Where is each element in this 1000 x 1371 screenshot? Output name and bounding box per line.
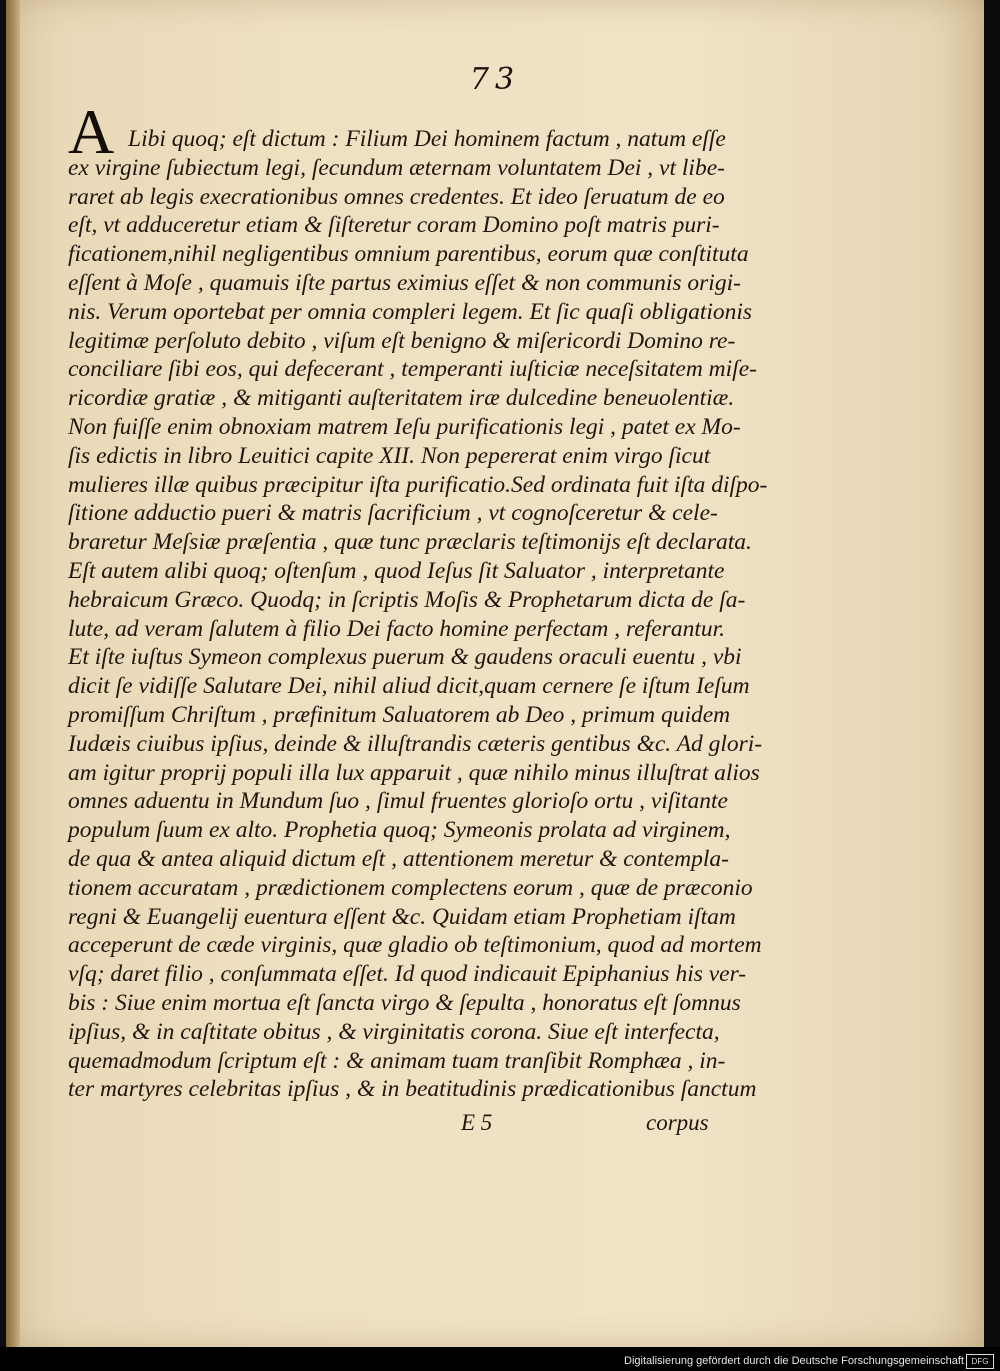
text-line: acceperunt de cæde virginis, quæ gladio ob teſtimonium, quod ad mortem — [68, 932, 762, 959]
text-line: raret ab legis execrationibus omnes credentes. Et ideo ſeruatum de eo — [68, 183, 725, 210]
text-line: bis : Siue enim mortua eſt ſancta virgo & ſepulta , honoratus eſt ſomnus — [68, 990, 741, 1016]
text-line: ſis edictis in libro Leuitici capite XII. Non pepererat enim virgo ſicut — [68, 442, 711, 469]
signature-mark: E 5 — [461, 1110, 493, 1135]
catchword: corpus — [646, 1110, 709, 1135]
drop-initial: A — [68, 96, 115, 167]
text-line: lute, ad veram ſalutem à filio Dei facto homine perfectam , referantur. — [68, 615, 726, 642]
text-line: conciliare ſibi eos, qui defecerant , temperanti iuſticiæ neceſsitatem miſe- — [68, 356, 757, 383]
text-line: omnes aduentu in Mundum ſuo , ſimul fruentes glorioſo ortu , viſitante — [68, 788, 728, 815]
text-line: eſt, vt adduceretur etiam & ſiſteretur coram Domino poſt matris puri- — [68, 212, 720, 239]
text-line: vſq; daret filio , conſummata eſſet. Id quod indicauit Epiphanius his ver- — [68, 961, 747, 988]
text-line: hebraicum Græco. Quodq; in ſcriptis Moſis & Prophetarum dicta de ſa- — [68, 586, 746, 613]
text-line: ex virgine ſubiectum legi, ſecundum æternam voluntatem Dei , vt libe- — [68, 154, 725, 181]
text-line: dicit ſe vidiſſe Salutare Dei, nihil aliud dicit,quam cernere ſe iſtum Ieſum — [68, 673, 750, 700]
text-line: de qua & antea aliquid dictum eſt , attentionem meretur & contempla- — [68, 846, 729, 872]
dfg-logo-icon: DFG — [966, 1354, 994, 1369]
text-line: ter martyres celebritas ipſius , & in beatitudinis prædicationibus ſanctum — [68, 1076, 757, 1103]
text-line: ficationem,nihil negligentibus omnium parentibus, eorum quæ conſtituta — [68, 241, 749, 268]
text-line: eſſent à Moſe , quamuis iſte partus eximius eſſet & non communis origi- — [68, 270, 741, 296]
text-line: Et iſte iuſtus Symeon complexus puerum & gaudens oraculi euentu , vbi — [68, 644, 742, 671]
page-gutter-edge — [6, 0, 20, 1347]
text-line: ſitione adductio pueri & matris ſacrificium , vt cognoſceretur & cele- — [68, 500, 718, 527]
text-line: Non fuiſſe enim obnoxiam matrem Ieſu purificationis legi , patet ex Mo- — [68, 414, 741, 440]
text-line: quemadmodum ſcriptum eſt : & animam tuam tranſibit Romphæa , in- — [68, 1047, 726, 1074]
text-line: promiſſum Chriſtum , præfinitum Saluatorem ab Deo , primum quidem — [68, 702, 731, 728]
text-line: braretur Meſsiæ præſentia , quæ tunc præclaris teſtimonijs eſt declarata. — [68, 529, 752, 556]
footer-credit: Digitalisierung gefördert durch die Deutsche Forschungsgemeinschaft — [624, 1355, 964, 1367]
text-line: am igitur proprij populi illa lux apparuit , quæ nihilo minus illuſtrat alios — [68, 759, 760, 786]
text-line: nis. Verum oportebat per omnia compleri legem. Et ſic quaſi obligationis — [68, 298, 753, 325]
text-line: populum ſuum ex alto. Prophetia quoq; Symeonis prolata ad virginem, — [68, 817, 731, 844]
book-page — [6, 0, 984, 1347]
text-line: regni & Euangelij euentura eſſent &c. Quidam etiam Prophetiam iſtam — [68, 903, 736, 930]
text-line: legitimæ perſoluto debito , viſum eſt benigno & miſericordi Domino re- — [68, 327, 736, 354]
text-line: ricordiæ gratiæ , & mitiganti auſteritatem iræ dulcedine beneuolentiæ. — [68, 385, 735, 412]
text-line: mulieres illæ quibus præcipitur iſta purificatio.Sed ordinata fuit iſta diſpo- — [68, 471, 768, 498]
text-line: Eſt autem alibi quoq; oſtenſum , quod Ieſus ſit Saluator , interpretante — [68, 558, 725, 584]
page-number: 73 — [469, 62, 521, 97]
text-line: tionem accuratam , prædictionem complectens eorum , quæ de præconio — [68, 874, 753, 901]
text-line: Libi quoq; eſt dictum : Filium Dei hominem factum , natum eſſe — [128, 126, 726, 152]
text-line: Iudæis ciuibus ipſius, deinde & illuſtrandis cæteris gentibus &c. Ad glori- — [68, 730, 763, 757]
text-line: ipſius, & in caſtitate obitus , & virginitatis corona. Siue eſt interfecta, — [68, 1018, 720, 1045]
